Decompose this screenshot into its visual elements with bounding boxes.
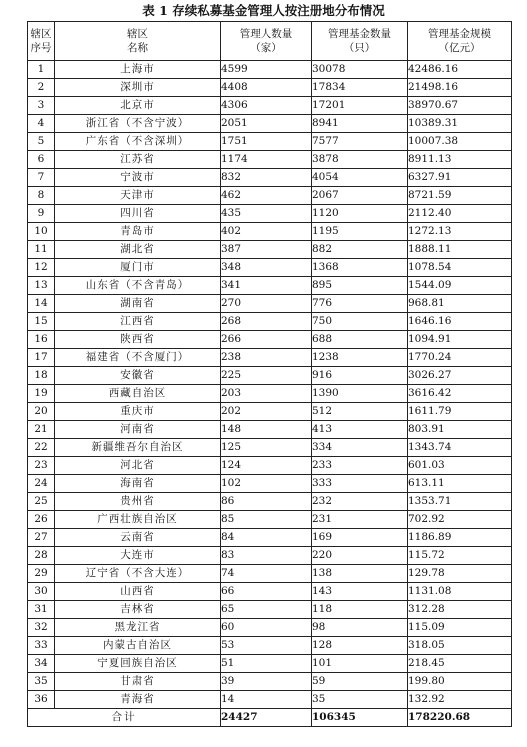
cell-fund-count: 59 <box>312 673 408 691</box>
header-name-line2: 名称 <box>127 42 148 54</box>
cell-index: 32 <box>28 619 55 637</box>
cell-fund-scale: 10007.38 <box>408 133 512 151</box>
cell-manager-count: 86 <box>221 493 312 511</box>
cell-index: 17 <box>28 349 55 367</box>
cell-region-name: 湖北省 <box>55 241 221 259</box>
table-row <box>28 583 512 601</box>
cell-fund-count: 916 <box>312 367 408 385</box>
cell-fund-count: 128 <box>312 637 408 655</box>
cell-fund-count: 231 <box>312 511 408 529</box>
header-name <box>55 22 221 61</box>
cell-manager-count: 270 <box>221 295 312 313</box>
cell-fund-scale: 115.72 <box>408 547 512 565</box>
cell-fund-count: 35 <box>312 691 408 709</box>
header-funds-line1: 管理基金数量 <box>328 28 391 40</box>
table-row <box>28 241 512 259</box>
cell-fund-count: 232 <box>312 493 408 511</box>
table-row <box>28 277 512 295</box>
total-scale: 178220.68 <box>408 709 512 727</box>
cell-fund-count: 7577 <box>312 133 408 151</box>
cell-manager-count: 4408 <box>221 79 312 97</box>
cell-fund-scale: 129.78 <box>408 565 512 583</box>
cell-region-name: 黑龙江省 <box>55 619 221 637</box>
cell-fund-count: 512 <box>312 403 408 421</box>
table-row <box>28 439 512 457</box>
table-row <box>28 601 512 619</box>
cell-region-name: 甘肃省 <box>55 673 221 691</box>
table-row <box>28 385 512 403</box>
cell-manager-count: 268 <box>221 313 312 331</box>
cell-fund-count: 750 <box>312 313 408 331</box>
cell-fund-scale: 1611.79 <box>408 403 512 421</box>
cell-manager-count: 125 <box>221 439 312 457</box>
cell-region-name: 山东省（不含青岛） <box>55 277 221 295</box>
table-row <box>28 349 512 367</box>
table-row <box>28 637 512 655</box>
header-scale <box>408 22 512 61</box>
header-scale-line1: 管理基金规模 <box>428 28 491 40</box>
cell-index: 16 <box>28 331 55 349</box>
cell-fund-scale: 8721.59 <box>408 187 512 205</box>
table-row <box>28 619 512 637</box>
cell-fund-count: 1368 <box>312 259 408 277</box>
cell-region-name: 陕西省 <box>55 331 221 349</box>
cell-fund-count: 233 <box>312 457 408 475</box>
cell-fund-count: 98 <box>312 619 408 637</box>
cell-manager-count: 203 <box>221 385 312 403</box>
cell-index: 14 <box>28 295 55 313</box>
cell-index: 22 <box>28 439 55 457</box>
cell-fund-scale: 1770.24 <box>408 349 512 367</box>
cell-region-name: 宁波市 <box>55 169 221 187</box>
cell-region-name: 四川省 <box>55 205 221 223</box>
cell-manager-count: 2051 <box>221 115 312 133</box>
cell-index: 6 <box>28 151 55 169</box>
cell-manager-count: 266 <box>221 331 312 349</box>
header-managers-line1: 管理人数量 <box>239 28 293 40</box>
table-row <box>28 259 512 277</box>
cell-index: 28 <box>28 547 55 565</box>
cell-index: 3 <box>28 97 55 115</box>
table-row <box>28 511 512 529</box>
cell-manager-count: 83 <box>221 547 312 565</box>
table-row <box>28 493 512 511</box>
header-funds <box>312 22 408 61</box>
cell-manager-count: 348 <box>221 259 312 277</box>
table-row <box>28 421 512 439</box>
cell-manager-count: 387 <box>221 241 312 259</box>
cell-fund-scale: 1646.16 <box>408 313 512 331</box>
cell-region-name: 深圳市 <box>55 79 221 97</box>
cell-region-name: 厦门市 <box>55 259 221 277</box>
cell-fund-count: 3878 <box>312 151 408 169</box>
cell-fund-scale: 6327.91 <box>408 169 512 187</box>
cell-index: 12 <box>28 259 55 277</box>
header-row <box>28 22 512 61</box>
cell-manager-count: 84 <box>221 529 312 547</box>
cell-manager-count: 60 <box>221 619 312 637</box>
cell-fund-count: 882 <box>312 241 408 259</box>
cell-fund-count: 17201 <box>312 97 408 115</box>
table-row <box>28 655 512 673</box>
table-row <box>28 223 512 241</box>
table-row <box>28 691 512 709</box>
table-row <box>28 115 512 133</box>
cell-region-name: 青海省 <box>55 691 221 709</box>
cell-fund-scale: 115.09 <box>408 619 512 637</box>
cell-fund-scale: 38970.67 <box>408 97 512 115</box>
cell-fund-scale: 1078.54 <box>408 259 512 277</box>
cell-fund-scale: 1544.09 <box>408 277 512 295</box>
cell-manager-count: 4306 <box>221 97 312 115</box>
table-row <box>28 151 512 169</box>
cell-fund-scale: 2112.40 <box>408 205 512 223</box>
cell-region-name: 北京市 <box>55 97 221 115</box>
cell-fund-scale: 1131.08 <box>408 583 512 601</box>
cell-fund-scale: 601.03 <box>408 457 512 475</box>
cell-fund-scale: 968.81 <box>408 295 512 313</box>
cell-manager-count: 341 <box>221 277 312 295</box>
cell-index: 13 <box>28 277 55 295</box>
header-scale-line2: （亿元） <box>438 42 481 54</box>
cell-region-name: 江苏省 <box>55 151 221 169</box>
cell-manager-count: 462 <box>221 187 312 205</box>
cell-index: 24 <box>28 475 55 493</box>
cell-index: 29 <box>28 565 55 583</box>
cell-region-name: 天津市 <box>55 187 221 205</box>
cell-index: 33 <box>28 637 55 655</box>
total-managers: 24427 <box>221 709 312 727</box>
cell-fund-count: 30078 <box>312 61 408 79</box>
cell-fund-scale: 1343.74 <box>408 439 512 457</box>
cell-fund-count: 101 <box>312 655 408 673</box>
table-row <box>28 403 512 421</box>
cell-manager-count: 1174 <box>221 151 312 169</box>
cell-region-name: 新疆维吾尔自治区 <box>55 439 221 457</box>
table-title: 表 1 存续私募基金管理人按注册地分布情况 <box>142 3 385 18</box>
cell-region-name: 广东省（不含深圳） <box>55 133 221 151</box>
table-row <box>28 97 512 115</box>
table-row <box>28 133 512 151</box>
total-label: 合计 <box>28 709 221 727</box>
cell-fund-count: 334 <box>312 439 408 457</box>
cell-index: 18 <box>28 367 55 385</box>
cell-index: 23 <box>28 457 55 475</box>
cell-index: 21 <box>28 421 55 439</box>
table-row <box>28 367 512 385</box>
header-idx <box>28 22 55 61</box>
cell-fund-scale: 1272.13 <box>408 223 512 241</box>
cell-fund-count: 1390 <box>312 385 408 403</box>
cell-fund-scale: 132.92 <box>408 691 512 709</box>
cell-manager-count: 435 <box>221 205 312 223</box>
cell-region-name: 云南省 <box>55 529 221 547</box>
cell-index: 2 <box>28 79 55 97</box>
cell-region-name: 江西省 <box>55 313 221 331</box>
cell-manager-count: 148 <box>221 421 312 439</box>
cell-region-name: 吉林省 <box>55 601 221 619</box>
cell-region-name: 上海市 <box>55 61 221 79</box>
cell-fund-count: 169 <box>312 529 408 547</box>
cell-fund-scale: 312.28 <box>408 601 512 619</box>
cell-fund-scale: 199.80 <box>408 673 512 691</box>
cell-manager-count: 1751 <box>221 133 312 151</box>
cell-region-name: 辽宁省（不含大连） <box>55 565 221 583</box>
cell-manager-count: 402 <box>221 223 312 241</box>
cell-index: 25 <box>28 493 55 511</box>
cell-fund-scale: 1888.11 <box>408 241 512 259</box>
cell-region-name: 内蒙古自治区 <box>55 637 221 655</box>
table-row <box>28 205 512 223</box>
cell-fund-count: 333 <box>312 475 408 493</box>
cell-index: 35 <box>28 673 55 691</box>
cell-manager-count: 65 <box>221 601 312 619</box>
cell-fund-count: 413 <box>312 421 408 439</box>
cell-manager-count: 53 <box>221 637 312 655</box>
cell-region-name: 大连市 <box>55 547 221 565</box>
cell-index: 7 <box>28 169 55 187</box>
cell-fund-scale: 803.91 <box>408 421 512 439</box>
cell-region-name: 湖南省 <box>55 295 221 313</box>
cell-index: 30 <box>28 583 55 601</box>
cell-manager-count: 102 <box>221 475 312 493</box>
total-funds: 106345 <box>312 709 408 727</box>
cell-fund-scale: 8911.13 <box>408 151 512 169</box>
cell-manager-count: 85 <box>221 511 312 529</box>
cell-manager-count: 832 <box>221 169 312 187</box>
cell-fund-scale: 613.11 <box>408 475 512 493</box>
header-idx-line1: 辖区 <box>30 28 52 40</box>
cell-fund-scale: 1353.71 <box>408 493 512 511</box>
cell-region-name: 广西壮族自治区 <box>55 511 221 529</box>
cell-index: 4 <box>28 115 55 133</box>
cell-manager-count: 14 <box>221 691 312 709</box>
cell-region-name: 福建省（不含厦门） <box>55 349 221 367</box>
cell-index: 31 <box>28 601 55 619</box>
cell-fund-count: 2067 <box>312 187 408 205</box>
cell-fund-count: 118 <box>312 601 408 619</box>
table-row <box>28 187 512 205</box>
cell-index: 11 <box>28 241 55 259</box>
header-idx-line2: 序号 <box>30 42 52 54</box>
cell-manager-count: 238 <box>221 349 312 367</box>
cell-manager-count: 202 <box>221 403 312 421</box>
cell-index: 1 <box>28 61 55 79</box>
table-row <box>28 331 512 349</box>
cell-manager-count: 66 <box>221 583 312 601</box>
cell-fund-scale: 10389.31 <box>408 115 512 133</box>
cell-region-name: 海南省 <box>55 475 221 493</box>
cell-fund-count: 143 <box>312 583 408 601</box>
cell-manager-count: 39 <box>221 673 312 691</box>
cell-region-name: 河北省 <box>55 457 221 475</box>
cell-fund-count: 1195 <box>312 223 408 241</box>
cell-fund-count: 17834 <box>312 79 408 97</box>
cell-index: 15 <box>28 313 55 331</box>
table-row <box>28 457 512 475</box>
cell-region-name: 河南省 <box>55 421 221 439</box>
table-row <box>28 673 512 691</box>
cell-index: 34 <box>28 655 55 673</box>
cell-index: 9 <box>28 205 55 223</box>
cell-fund-scale: 1094.91 <box>408 331 512 349</box>
cell-manager-count: 4599 <box>221 61 312 79</box>
header-managers <box>221 22 312 61</box>
table-row <box>28 313 512 331</box>
header-managers-line2: （家） <box>250 42 282 54</box>
table-row <box>28 475 512 493</box>
header-funds-line2: （只） <box>343 42 376 54</box>
cell-index: 27 <box>28 529 55 547</box>
table-row <box>28 529 512 547</box>
table-row <box>28 61 512 79</box>
cell-fund-count: 688 <box>312 331 408 349</box>
cell-fund-count: 220 <box>312 547 408 565</box>
cell-index: 36 <box>28 691 55 709</box>
cell-region-name: 山西省 <box>55 583 221 601</box>
cell-fund-scale: 21498.16 <box>408 79 512 97</box>
total-row <box>28 709 512 727</box>
table-row <box>28 565 512 583</box>
cell-manager-count: 225 <box>221 367 312 385</box>
cell-index: 8 <box>28 187 55 205</box>
cell-fund-count: 776 <box>312 295 408 313</box>
table-row <box>28 547 512 565</box>
cell-index: 20 <box>28 403 55 421</box>
cell-fund-scale: 1186.89 <box>408 529 512 547</box>
cell-fund-scale: 42486.16 <box>408 61 512 79</box>
cell-fund-scale: 3616.42 <box>408 385 512 403</box>
cell-fund-count: 1120 <box>312 205 408 223</box>
cell-manager-count: 51 <box>221 655 312 673</box>
cell-fund-count: 4054 <box>312 169 408 187</box>
cell-index: 26 <box>28 511 55 529</box>
cell-fund-scale: 702.92 <box>408 511 512 529</box>
cell-fund-count: 895 <box>312 277 408 295</box>
cell-fund-scale: 3026.27 <box>408 367 512 385</box>
cell-index: 10 <box>28 223 55 241</box>
table-row <box>28 169 512 187</box>
cell-fund-scale: 218.45 <box>408 655 512 673</box>
table-body <box>28 61 512 709</box>
cell-region-name: 安徽省 <box>55 367 221 385</box>
cell-index: 19 <box>28 385 55 403</box>
cell-fund-scale: 318.05 <box>408 637 512 655</box>
header-name-line1: 辖区 <box>127 28 148 40</box>
cell-manager-count: 124 <box>221 457 312 475</box>
table-row <box>28 295 512 313</box>
cell-fund-count: 8941 <box>312 115 408 133</box>
cell-region-name: 贵州省 <box>55 493 221 511</box>
distribution-table <box>27 21 512 727</box>
cell-index: 5 <box>28 133 55 151</box>
cell-region-name: 宁夏回族自治区 <box>55 655 221 673</box>
cell-fund-count: 138 <box>312 565 408 583</box>
cell-region-name: 重庆市 <box>55 403 221 421</box>
cell-region-name: 浙江省（不含宁波） <box>55 115 221 133</box>
cell-fund-count: 1238 <box>312 349 408 367</box>
table-row <box>28 79 512 97</box>
cell-region-name: 青岛市 <box>55 223 221 241</box>
cell-manager-count: 74 <box>221 565 312 583</box>
cell-region-name: 西藏自治区 <box>55 385 221 403</box>
